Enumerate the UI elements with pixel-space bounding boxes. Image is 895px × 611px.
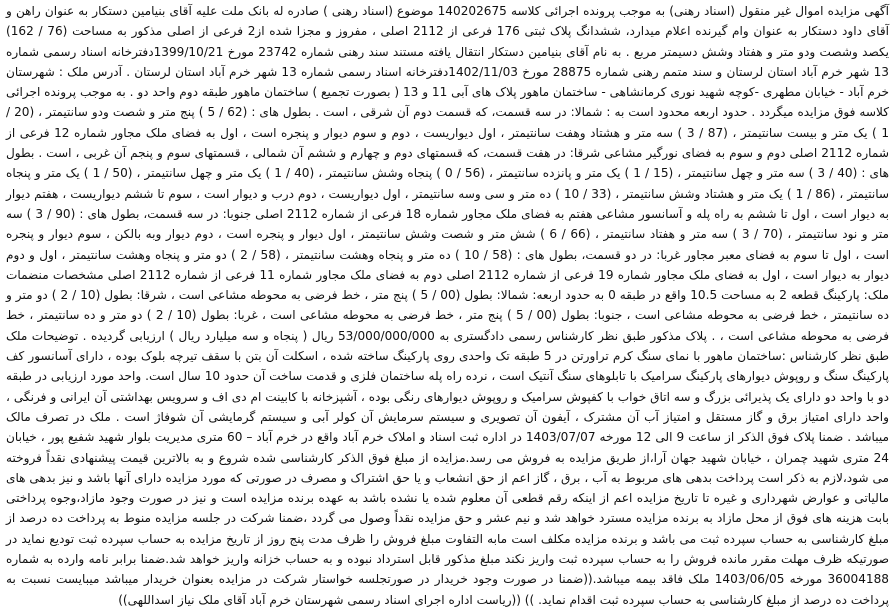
auction-notice-text: آگهی مزایده اموال غیر منقول (اسناد رهنی) به موجب پرونده اجرائی کلاسه 140202675 موضوع (اسناد رهنی ) صادره له بانک ملت علیه آقای بنیامین دستکار به عنوان راهن و آقای داود دستکار به عنوان وام گیرنده اعلام میدارد، ششدانگ پلاک ثبتی 176 فرعی از 2112 اصلی ، مفروز و مجزا شده از2 فرعی از اصلی مذکور به مساحت (76 / 162) یکصد وشصت ودو متر و هفتاد وشش دسیمتر مربع . به نام آقای بنیامین دستکار انتقال یافته مستند سند رهنی شماره 23742 مورخ 1399/10/21دفترخانه اسناد رسمی شماره 13 شهر خرم آباد استان لرستان و سند متمم رهنی شماره 28875 مورخ 1402/11/03دفترخانه اسناد رسمی شماره 13 شهر خرم آباد استان لرستان . آدرس ملک : شهرستان خرم آباد - خیابان مطهری -کوچه شهید نوری کرمانشاهی - ساختمان ماهور پلاک های آبی 11 و 13 ( بصورت تجمیع ) ساختمان ماهور طبقه دوم واحد دو . به موجب پرونده اجرائی کلاسه فوق مزایده میگردد . حدود اربعه محدود است به : شمالا: در سه قسمت، که قسمت دوم آن شرقی ، است . بطول های : (62 / 5 ) پنج متر و شصت ودو سانتیمتر ، (20 / 1 ) یک متر و بیست سانتیمتر ، (87 / 3 ) سه متر و هشتاد وهفت سانتیمتر ، اول دیواریست ، دوم و سوم دیوار و پنجره است ، اول به فضای ملک مجاور شماره 12 فرعی از شماره 2112 اصلی دوم و سوم به فضای نورگیر مشاعی شرقا: در هفت قسمت، که قسمتهای دوم و چهارم و ششم آن شمالی ، قسمتهای سوم و پنجم آن غربی ، است . بطول های : (40 / 3 ) سه متر و چهل سانتیمتر ، (15 / 1 ) یک متر و پانزده سانتیمتر ، (56 / 0 ) پنجاه وشش سانتیمتر ، (40 / 1 ) یک متر و چهل سانتیمتر ، (50 / 1 ) یک متر و پنجاه سانتیمتر ، (86 / 1 ) یک متر و هشتاد وشش سانتیمتر ، (33 / 10 ) ده متر و سی وسه سانتیمتر ، اول دیواریست ، دوم درب و دیوار است ، سوم تا ششم دیواریست ، هفتم دیوار به دیوار است ، اول تا ششم به راه پله و آسانسور مشاعی هفتم به فضای ملک مجاور شماره 18 فرعی از شماره 2112 اصلی جنوبا: در سه قسمت، بطول های : (90 / 3 ) سه متر و نود سانتیمتر ، (70 / 3 ) سه متر و هفتاد سانتیمتر ، (66 / 6 ) شش متر و شصت وشش سانتیمتر ، اول دیوار و پنجره است ، دوم دیوار وبه بالکن ، سوم دیوار و پنجره است ، اول تا سوم به فضای معبر مجاور غربا: در دو قسمت، بطول های : (58 / 10 ) ده متر و پنجاه وهشت سانتیمتر ، (58 / 2 ) دو متر و پنجاه وهشت سانتیمتر ، اول و دوم دیوار به دیوار است ، اول به فضای ملک مجاور شماره 19 فرعی از شماره 2112 اصلی دوم به فضای ملک مجاور شماره 11 فرعی از شماره 2112 اصلی مشخصات منضمات ملک: پارکینگ قطعه 2 به مساحت 10.5 واقع در طبقه 0 به حدود اربعه: شمالا: بطول (00 / 5 ) پنج متر ، خط فرضی به محوطه مشاعی است ، شرقا: بطول (10 / 2 ) دو متر و ده سانتیمتر ، خط فرضی به محوطه مشاعی است ، جنوبا: بطول (00 / 5 ) پنج متر ، خط فرضی به محوطه مشاعی است ، غربا: بطول (10 / 2 ) دو متر و ده سانتیمتر ، خط فرضی به محوطه مشاعی است ، . پلاک مذکور طبق نظر کارشناس رسمی دادگستری به 53/000/000/000 ریال ( پنجاه و سه میلیارد ریال ) ارزیابی گردیده . توضیحات ملک طبق نظر کارشناس :ساختمان ماهور با نمای سنگ کرم تراورتن در 5 طبقه تک واحدی روی پارکینگ ساخته شده ، اسکلت آن بتن با سقف تیرچه بلوک بوده ، دارای آسانسور کف پارکینگ سنگ و روپوش دیوارهای پارکینگ سرامیک با تابلوهای سنگ آنتیک است ، نرده راه پله ساختمان فلزی و قدمت ساخت آن حدود 10 سال است. واحد مورد ارزیابی در طبقه دو با واحد دو دارای یک پذیرائی بزرگ و سه اتاق خواب با کفپوش سرامیک و روپوش دیوارهای رنگی بوده ، آشپزخانه با کابینت ام دی اف و سرویس بهداشتی آن ایرانی و فرنگی ، واحد دارای امتیاز برق و گاز مستقل و امتیاز آب آن مشترک ، آیفون آن تصویری و سیستم سرمایش آن کولر آبی و سیستم گرمایشی آن شوفاژ است . ملک در تصرف مالک میباشد . ضمنا پلاک فوق الذکر از ساعت 9 الی 12 مورخه 1403/07/07 در اداره ثبت اسناد و املاک خرم آباد واقع در خرم آباد – 60 متری مدیریت بلوار شهید شفیع پور ، خیابان 24 متری شهید چمران ، خیابان شهید جهان آرا،از طریق مزایده به فروش می رسد.مزایده از مبلغ فوق الذکر کارشناسی شده شروع و به بالاترین قیمت پیشنهادی نقداً فروخته می شود،لازم به ذکر است پرداخت بدهی های مربوط به آب ، برق ، گاز اعم از حق انشعاب و یا حق اشتراک و مصرف در صورتی که مورد مزایده دارای آنها باشد و نیز بدهی های مالیاتی و عوارض شهرداری و غیره تا تاریخ مزایده اعم از اینکه رقم قطعی آن معلوم شده یا نشده باشد به عهده برنده مزایده است و نیز در صورت وجود مازاد،وجوه پرداختی بابت هزینه های فوق از محل مازاد به برنده مزایده مسترد خواهد شد و نیم عشر و حق مزایده نقداً وصول می گردد ،ضمنا شرکت در جلسه مزایده منوط به پرداخت ده درصد از مبلغ کارشناسی به حساب سپرده ثبت می باشد و برنده مزایده مکلف است مابه التفاوت مبلغ فروش را ظرف مدت پنج روز از تاریخ مزایده به حساب سپرده ثبت تودیع نماید در صورتیکه ظرف مهلت مقرر مانده فروش را به حساب سپرده ثبت واریز نکند مبلغ مذکور قابل استرداد نبوده و به حساب خزانه واریز خواهد شد.ضمنا برابر نامه وارده به شماره 36004188 مورخه 1403/06/05 ملک فاقد بیمه میباشد.((ضمنا در صورت وجود خریدار در صورتجلسه خواستار شرکت در مزایده بعنوان خریدار میباشد میبایست نسبت به پرداخت ده درصد از مبلغ کارشناسی به حساب سپرده ثبت اقدام نماید. )) ((ریاست اداره اجرای اسناد رسمی شهرستان خرم آباد آقای ملک نیاز اسداللهی))	[6, 4, 890, 607]
